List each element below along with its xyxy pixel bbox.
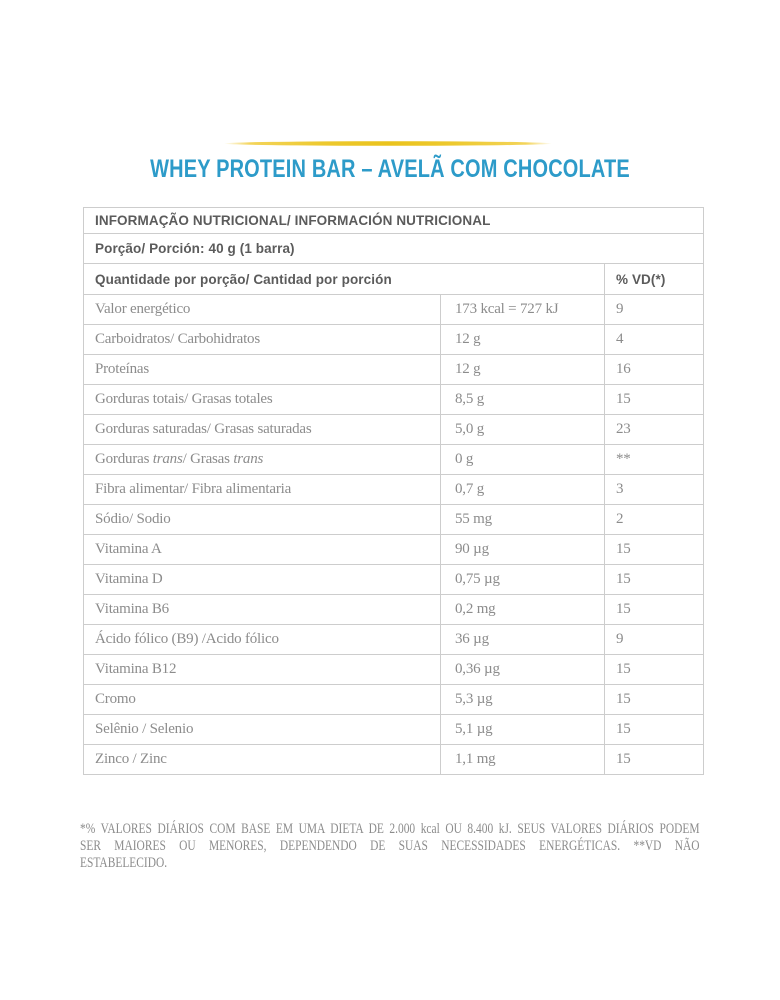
- table-row: [84, 385, 704, 415]
- table-row: [84, 535, 704, 565]
- table-row: [84, 505, 704, 535]
- table-row: [84, 415, 704, 445]
- nutrient-vd-cell: 3: [605, 475, 704, 505]
- accent-line: [224, 141, 552, 146]
- table-row: [84, 685, 704, 715]
- nutrient-label-cell: Vitamina A: [84, 535, 441, 565]
- nutrient-value-cell: 36 µg: [441, 625, 605, 655]
- nutrient-label-cell: Proteínas: [84, 355, 441, 385]
- nutrient-label-cell: Gorduras trans/ Grasas trans: [84, 445, 441, 475]
- footnote-line-3: ESTABELECIDO.: [80, 855, 168, 871]
- nutrient-vd-cell: 15: [605, 595, 704, 625]
- nutrient-vd-cell: 15: [605, 385, 704, 415]
- footnote-line-1: *% VALORES DIÁRIOS COM BASE EM UMA DIETA DE 2.000 kcal OU 8.400 kJ. SEUS VALORES DIÁRIOS PODEM: [80, 821, 700, 837]
- table-header-row-columns: [84, 264, 704, 295]
- table-row: [84, 325, 704, 355]
- nutrient-vd-cell: 23: [605, 415, 704, 445]
- nutrient-vd-cell: 15: [605, 745, 704, 775]
- nutrient-vd-cell: 15: [605, 685, 704, 715]
- nutrient-value-cell: 12 g: [441, 325, 605, 355]
- page-title: WHEY PROTEIN BAR – AVELÃ COM CHOCOLATE: [150, 155, 630, 183]
- nutrient-value-cell: 12 g: [441, 355, 605, 385]
- nutrient-label-cell: Vitamina B6: [84, 595, 441, 625]
- nutrient-value-cell: 5,1 µg: [441, 715, 605, 745]
- table-row: [84, 565, 704, 595]
- table-body: [84, 295, 704, 775]
- nutrient-label-cell: Valor energético: [84, 295, 441, 325]
- nutrient-value-cell: 0,7 g: [441, 475, 605, 505]
- nutrient-label-cell: Gorduras totais/ Grasas totales: [84, 385, 441, 415]
- nutrient-vd-cell: 15: [605, 655, 704, 685]
- table-row: [84, 445, 704, 475]
- nutrient-label-cell: Gorduras saturadas/ Grasas saturadas: [84, 415, 441, 445]
- nutrient-value-cell: 5,0 g: [441, 415, 605, 445]
- nutrient-value-cell: 55 mg: [441, 505, 605, 535]
- nutrient-value-cell: 8,5 g: [441, 385, 605, 415]
- nutrient-vd-cell: 15: [605, 565, 704, 595]
- footnote-line-2: SER MAIORES OU MENORES, DEPENDENDO DE SUAS NECESSIDADES ENERGÉTICAS. **VD NÃO: [80, 838, 700, 854]
- table-row: [84, 355, 704, 385]
- nutrient-value-cell: 0,75 µg: [441, 565, 605, 595]
- nutrient-label-cell: Zinco / Zinc: [84, 745, 441, 775]
- nutrient-value-cell: 0,36 µg: [441, 655, 605, 685]
- nutrient-value-cell: 90 µg: [441, 535, 605, 565]
- nutrient-value-cell: 0 g: [441, 445, 605, 475]
- nutrient-label-cell: Sódio/ Sodio: [84, 505, 441, 535]
- table-row: [84, 295, 704, 325]
- table-row: [84, 655, 704, 685]
- nutrient-vd-cell: 16: [605, 355, 704, 385]
- nutrient-vd-cell: 2: [605, 505, 704, 535]
- nutrient-label-cell: Ácido fólico (B9) /Acido fólico: [84, 625, 441, 655]
- table-row: [84, 475, 704, 505]
- nutrient-vd-cell: 15: [605, 535, 704, 565]
- nutrient-label-cell: Fibra alimentar/ Fibra alimentaria: [84, 475, 441, 505]
- nutrient-label-cell: Cromo: [84, 685, 441, 715]
- table-row: [84, 715, 704, 745]
- nutrient-value-cell: 5,3 µg: [441, 685, 605, 715]
- column-header-vd: % VD(*): [605, 264, 704, 295]
- nutrient-value-cell: 173 kcal = 727 kJ: [441, 295, 605, 325]
- nutrient-vd-cell: 9: [605, 295, 704, 325]
- nutrient-vd-cell: 9: [605, 625, 704, 655]
- table-header-row-main: [84, 208, 704, 234]
- table-header-main: INFORMAÇÃO NUTRICIONAL/ INFORMACIÓN NUTRICIONAL: [84, 208, 704, 234]
- nutrient-label-cell: Vitamina B12: [84, 655, 441, 685]
- nutrient-label-cell: Carboidratos/ Carbohidratos: [84, 325, 441, 355]
- nutrient-vd-cell: 15: [605, 715, 704, 745]
- nutrient-label-cell: Vitamina D: [84, 565, 441, 595]
- table-row: [84, 595, 704, 625]
- table-header-portion: Porção/ Porción: 40 g (1 barra): [84, 234, 704, 264]
- nutrient-label-cell: Selênio / Selenio: [84, 715, 441, 745]
- nutrient-vd-cell: **: [605, 445, 704, 475]
- nutrient-value-cell: 0,2 mg: [441, 595, 605, 625]
- footnote: [80, 821, 700, 872]
- nutrition-table: [83, 207, 704, 775]
- nutrient-vd-cell: 4: [605, 325, 704, 355]
- table-row: [84, 625, 704, 655]
- table-header-row-portion: [84, 234, 704, 264]
- column-header-quantity: Quantidade por porção/ Cantidad por porción: [84, 264, 605, 295]
- nutrient-value-cell: 1,1 mg: [441, 745, 605, 775]
- table-row: [84, 745, 704, 775]
